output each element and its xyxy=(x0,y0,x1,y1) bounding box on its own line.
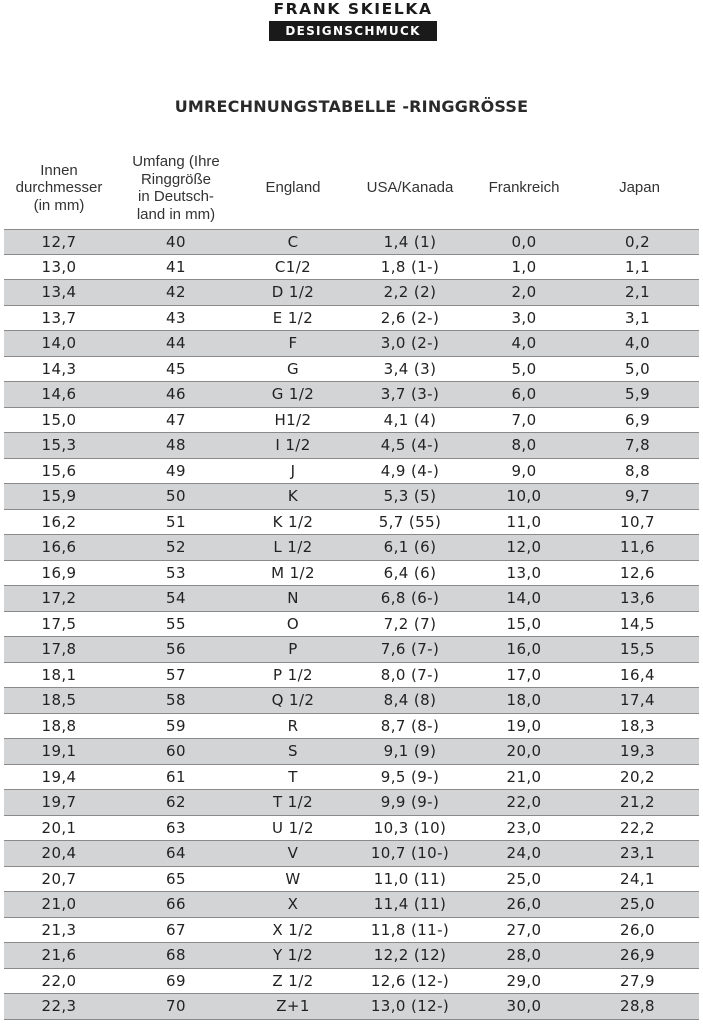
cell-england: I 1/2 xyxy=(275,436,311,455)
cell-england: V xyxy=(287,844,299,863)
cell-france: 8,0 xyxy=(511,436,537,455)
cell-france: 4,0 xyxy=(511,334,537,353)
cell-england: C1/2 xyxy=(274,257,312,276)
cell-england: M 1/2 xyxy=(271,563,315,582)
cell-england: E 1/2 xyxy=(272,308,314,327)
cell-inner-diameter: 16,9 xyxy=(41,563,77,582)
cell-france: 25,0 xyxy=(506,869,542,888)
cell-japan: 8,8 xyxy=(624,461,651,480)
cell-france: 3,0 xyxy=(511,308,537,327)
table-row xyxy=(4,280,699,306)
header-japan: Japan xyxy=(619,179,660,197)
table-row xyxy=(4,382,699,408)
cell-usa-canada: 13,0 (12-) xyxy=(370,997,450,1016)
cell-france: 15,0 xyxy=(506,614,542,633)
cell-inner-diameter: 21,3 xyxy=(41,920,77,939)
cell-inner-diameter: 19,4 xyxy=(41,767,77,786)
cell-circumference: 69 xyxy=(166,971,186,990)
cell-inner-diameter: 15,6 xyxy=(41,461,77,480)
cell-usa-canada: 6,4 (6) xyxy=(383,563,437,582)
cell-inner-diameter: 20,4 xyxy=(41,844,77,863)
cell-england: G xyxy=(286,359,300,378)
table-row xyxy=(4,765,699,791)
cell-japan: 10,7 xyxy=(620,512,655,531)
cell-england: T 1/2 xyxy=(272,793,314,812)
cell-france: 7,0 xyxy=(511,410,537,429)
table-row xyxy=(4,918,699,944)
table-row xyxy=(4,714,699,740)
cell-japan: 24,1 xyxy=(620,869,655,888)
cell-usa-canada: 11,8 (11-) xyxy=(370,920,450,939)
cell-japan: 23,1 xyxy=(620,844,655,863)
cell-japan: 18,3 xyxy=(620,716,655,735)
cell-inner-diameter: 15,9 xyxy=(41,487,77,506)
cell-circumference: 44 xyxy=(166,334,186,353)
cell-england: U 1/2 xyxy=(272,818,314,837)
cell-england: K 1/2 xyxy=(272,512,314,531)
table-row xyxy=(4,535,699,561)
cell-circumference: 56 xyxy=(166,640,186,659)
cell-japan: 0,2 xyxy=(624,232,651,251)
cell-france: 17,0 xyxy=(506,665,542,684)
cell-inner-diameter: 22,0 xyxy=(41,971,77,990)
table-row xyxy=(4,433,699,459)
cell-england: X xyxy=(287,895,299,914)
cell-england: T xyxy=(288,767,298,786)
cell-japan: 26,0 xyxy=(620,920,655,939)
cell-circumference: 49 xyxy=(166,461,186,480)
cell-inner-diameter: 17,5 xyxy=(41,614,77,633)
header-inner-diameter: Innen durchmesser (in mm) xyxy=(15,161,103,214)
cell-france: 10,0 xyxy=(506,487,542,506)
cell-usa-canada: 11,4 (11) xyxy=(373,895,447,914)
table-row xyxy=(4,306,699,332)
cell-japan: 27,9 xyxy=(620,971,655,990)
cell-japan: 1,1 xyxy=(624,257,651,276)
cell-france: 24,0 xyxy=(506,844,542,863)
cell-england: O xyxy=(286,614,300,633)
table-row xyxy=(4,357,699,383)
cell-england: Z+1 xyxy=(276,997,310,1016)
cell-inner-diameter: 16,6 xyxy=(41,538,77,557)
cell-usa-canada: 1,4 (1) xyxy=(383,232,437,251)
table-row xyxy=(4,663,699,689)
cell-england: J xyxy=(290,461,296,480)
cell-circumference: 64 xyxy=(166,844,186,863)
cell-inner-diameter: 14,0 xyxy=(41,334,77,353)
cell-japan: 20,2 xyxy=(620,767,655,786)
cell-france: 6,0 xyxy=(511,385,537,404)
cell-japan: 19,3 xyxy=(620,742,655,761)
cell-circumference: 59 xyxy=(166,716,186,735)
cell-inner-diameter: 13,4 xyxy=(41,283,77,302)
cell-circumference: 50 xyxy=(166,487,186,506)
table-row xyxy=(4,255,699,281)
table-row xyxy=(4,331,699,357)
cell-circumference: 60 xyxy=(166,742,186,761)
cell-usa-canada: 7,2 (7) xyxy=(383,614,437,633)
cell-japan: 7,8 xyxy=(624,436,651,455)
cell-japan: 21,2 xyxy=(620,793,655,812)
cell-usa-canada: 6,8 (6-) xyxy=(380,589,440,608)
cell-japan: 28,8 xyxy=(620,997,655,1016)
cell-usa-canada: 4,5 (4-) xyxy=(380,436,440,455)
cell-usa-canada: 4,1 (4) xyxy=(383,410,437,429)
table-row xyxy=(4,943,699,969)
cell-circumference: 42 xyxy=(166,283,186,302)
table-row xyxy=(4,816,699,842)
table-row xyxy=(4,612,699,638)
cell-usa-canada: 2,2 (2) xyxy=(383,283,437,302)
cell-inner-diameter: 18,5 xyxy=(41,691,77,710)
cell-usa-canada: 9,1 (9) xyxy=(383,742,437,761)
cell-japan: 17,4 xyxy=(620,691,655,710)
cell-circumference: 58 xyxy=(166,691,186,710)
cell-france: 29,0 xyxy=(506,971,542,990)
cell-usa-canada: 10,3 (10) xyxy=(373,818,447,837)
cell-circumference: 46 xyxy=(166,385,186,404)
header-usa-canada: USA/Kanada xyxy=(366,179,454,197)
table-row xyxy=(4,637,699,663)
cell-circumference: 67 xyxy=(166,920,186,939)
cell-england: P 1/2 xyxy=(273,665,313,684)
cell-japan: 12,6 xyxy=(620,563,655,582)
cell-inner-diameter: 13,0 xyxy=(41,257,77,276)
cell-usa-canada: 8,4 (8) xyxy=(383,691,437,710)
cell-japan: 22,2 xyxy=(620,818,655,837)
cell-france: 1,0 xyxy=(511,257,537,276)
cell-france: 23,0 xyxy=(506,818,542,837)
cell-japan: 5,9 xyxy=(624,385,651,404)
cell-japan: 26,9 xyxy=(620,946,655,965)
cell-usa-canada: 6,1 (6) xyxy=(383,538,437,557)
cell-inner-diameter: 14,3 xyxy=(41,359,77,378)
cell-japan: 9,7 xyxy=(624,487,651,506)
logo-tagline: DESIGNSCHMUCK xyxy=(269,21,437,41)
cell-usa-canada: 1,8 (1-) xyxy=(380,257,440,276)
cell-circumference: 63 xyxy=(166,818,186,837)
cell-usa-canada: 5,3 (5) xyxy=(383,487,437,506)
cell-inner-diameter: 15,0 xyxy=(41,410,77,429)
table-header xyxy=(0,148,703,228)
cell-circumference: 45 xyxy=(166,359,186,378)
cell-france: 27,0 xyxy=(506,920,542,939)
cell-england: Y 1/2 xyxy=(272,946,314,965)
cell-japan: 4,0 xyxy=(624,334,651,353)
cell-france: 30,0 xyxy=(506,997,542,1016)
cell-circumference: 48 xyxy=(166,436,186,455)
cell-japan: 16,4 xyxy=(620,665,655,684)
cell-england: K xyxy=(287,487,299,506)
cell-england: P xyxy=(288,640,298,659)
cell-england: H1/2 xyxy=(274,410,312,429)
cell-france: 28,0 xyxy=(506,946,542,965)
cell-japan: 6,9 xyxy=(624,410,651,429)
table-row xyxy=(4,841,699,867)
cell-inner-diameter: 19,1 xyxy=(41,742,77,761)
cell-france: 11,0 xyxy=(506,512,542,531)
cell-circumference: 54 xyxy=(166,589,186,608)
cell-usa-canada: 9,5 (9-) xyxy=(380,767,440,786)
cell-circumference: 53 xyxy=(166,563,186,582)
page-title: UMRECHNUNGSTABELLE -RINGGRÖSSE xyxy=(174,97,529,116)
cell-france: 9,0 xyxy=(511,461,537,480)
cell-inner-diameter: 18,1 xyxy=(41,665,77,684)
cell-inner-diameter: 21,6 xyxy=(41,946,77,965)
cell-england: F xyxy=(288,334,298,353)
cell-england: L 1/2 xyxy=(273,538,313,557)
brand-logo xyxy=(269,0,437,41)
cell-inner-diameter: 14,6 xyxy=(41,385,77,404)
cell-england: N xyxy=(287,589,299,608)
table-row xyxy=(4,484,699,510)
cell-england: R xyxy=(287,716,299,735)
cell-france: 21,0 xyxy=(506,767,542,786)
cell-usa-canada: 8,7 (8-) xyxy=(380,716,440,735)
logo-brand-name: FRANK SKIELKA xyxy=(273,0,433,18)
cell-france: 13,0 xyxy=(506,563,542,582)
cell-inner-diameter: 19,7 xyxy=(41,793,77,812)
cell-france: 0,0 xyxy=(511,232,537,251)
cell-france: 5,0 xyxy=(511,359,537,378)
cell-usa-canada: 10,7 (10-) xyxy=(370,844,450,863)
cell-inner-diameter: 20,7 xyxy=(41,869,77,888)
cell-usa-canada: 12,2 (12) xyxy=(373,946,447,965)
table-row xyxy=(4,408,699,434)
cell-usa-canada: 9,9 (9-) xyxy=(380,793,440,812)
cell-japan: 25,0 xyxy=(620,895,655,914)
table-row xyxy=(4,561,699,587)
cell-usa-canada: 3,7 (3-) xyxy=(380,385,440,404)
cell-inner-diameter: 20,1 xyxy=(41,818,77,837)
cell-france: 19,0 xyxy=(506,716,542,735)
cell-inner-diameter: 12,7 xyxy=(41,232,77,251)
header-england: England xyxy=(265,179,321,197)
cell-circumference: 61 xyxy=(166,767,186,786)
table-row xyxy=(4,969,699,995)
cell-circumference: 51 xyxy=(166,512,186,531)
cell-england: G 1/2 xyxy=(271,385,315,404)
header-circumference: Umfang (Ihre Ringgröße in Deutsch- land in mm) xyxy=(132,153,220,223)
table-row xyxy=(4,867,699,893)
cell-inner-diameter: 22,3 xyxy=(41,997,77,1016)
cell-inner-diameter: 16,2 xyxy=(41,512,77,531)
cell-circumference: 68 xyxy=(166,946,186,965)
cell-circumference: 66 xyxy=(166,895,186,914)
table-row xyxy=(4,586,699,612)
cell-japan: 14,5 xyxy=(620,614,655,633)
cell-england: Z 1/2 xyxy=(272,971,314,990)
table-row xyxy=(4,688,699,714)
cell-usa-canada: 5,7 (55) xyxy=(378,512,442,531)
cell-usa-canada: 2,6 (2-) xyxy=(380,308,440,327)
cell-japan: 2,1 xyxy=(624,283,651,302)
cell-england: W xyxy=(285,869,301,888)
cell-inner-diameter: 15,3 xyxy=(41,436,77,455)
cell-circumference: 43 xyxy=(166,308,186,327)
cell-japan: 5,0 xyxy=(624,359,651,378)
table-row xyxy=(4,739,699,765)
cell-usa-canada: 11,0 (11) xyxy=(373,869,447,888)
cell-france: 16,0 xyxy=(506,640,542,659)
cell-france: 2,0 xyxy=(511,283,537,302)
cell-usa-canada: 8,0 (7-) xyxy=(380,665,440,684)
cell-circumference: 55 xyxy=(166,614,186,633)
cell-japan: 11,6 xyxy=(620,538,655,557)
cell-france: 20,0 xyxy=(506,742,542,761)
table-row xyxy=(4,892,699,918)
cell-circumference: 47 xyxy=(166,410,186,429)
table-row xyxy=(4,510,699,536)
cell-japan: 13,6 xyxy=(620,589,655,608)
table-row xyxy=(4,459,699,485)
cell-england: X 1/2 xyxy=(272,920,314,939)
cell-france: 22,0 xyxy=(506,793,542,812)
cell-inner-diameter: 21,0 xyxy=(41,895,77,914)
cell-england: Q 1/2 xyxy=(271,691,315,710)
table-row xyxy=(4,229,699,255)
cell-usa-canada: 3,0 (2-) xyxy=(380,334,440,353)
cell-usa-canada: 12,6 (12-) xyxy=(370,971,450,990)
table-row xyxy=(4,994,699,1020)
cell-japan: 3,1 xyxy=(624,308,651,327)
cell-circumference: 40 xyxy=(166,232,186,251)
cell-circumference: 57 xyxy=(166,665,186,684)
cell-inner-diameter: 17,8 xyxy=(41,640,77,659)
cell-england: D 1/2 xyxy=(271,283,315,302)
header-france: Frankreich xyxy=(488,179,560,197)
cell-japan: 15,5 xyxy=(620,640,655,659)
cell-england: C xyxy=(287,232,299,251)
cell-usa-canada: 7,6 (7-) xyxy=(380,640,440,659)
cell-circumference: 52 xyxy=(166,538,186,557)
cell-usa-canada: 3,4 (3) xyxy=(383,359,437,378)
cell-usa-canada: 4,9 (4-) xyxy=(380,461,440,480)
cell-england: S xyxy=(288,742,298,761)
cell-france: 12,0 xyxy=(506,538,542,557)
ring-size-table xyxy=(4,229,699,1020)
cell-france: 26,0 xyxy=(506,895,542,914)
cell-france: 18,0 xyxy=(506,691,542,710)
cell-circumference: 41 xyxy=(166,257,186,276)
cell-circumference: 62 xyxy=(166,793,186,812)
cell-circumference: 65 xyxy=(166,869,186,888)
cell-inner-diameter: 17,2 xyxy=(41,589,77,608)
table-row xyxy=(4,790,699,816)
cell-circumference: 70 xyxy=(166,997,186,1016)
cell-inner-diameter: 18,8 xyxy=(41,716,77,735)
cell-france: 14,0 xyxy=(506,589,542,608)
cell-inner-diameter: 13,7 xyxy=(41,308,77,327)
